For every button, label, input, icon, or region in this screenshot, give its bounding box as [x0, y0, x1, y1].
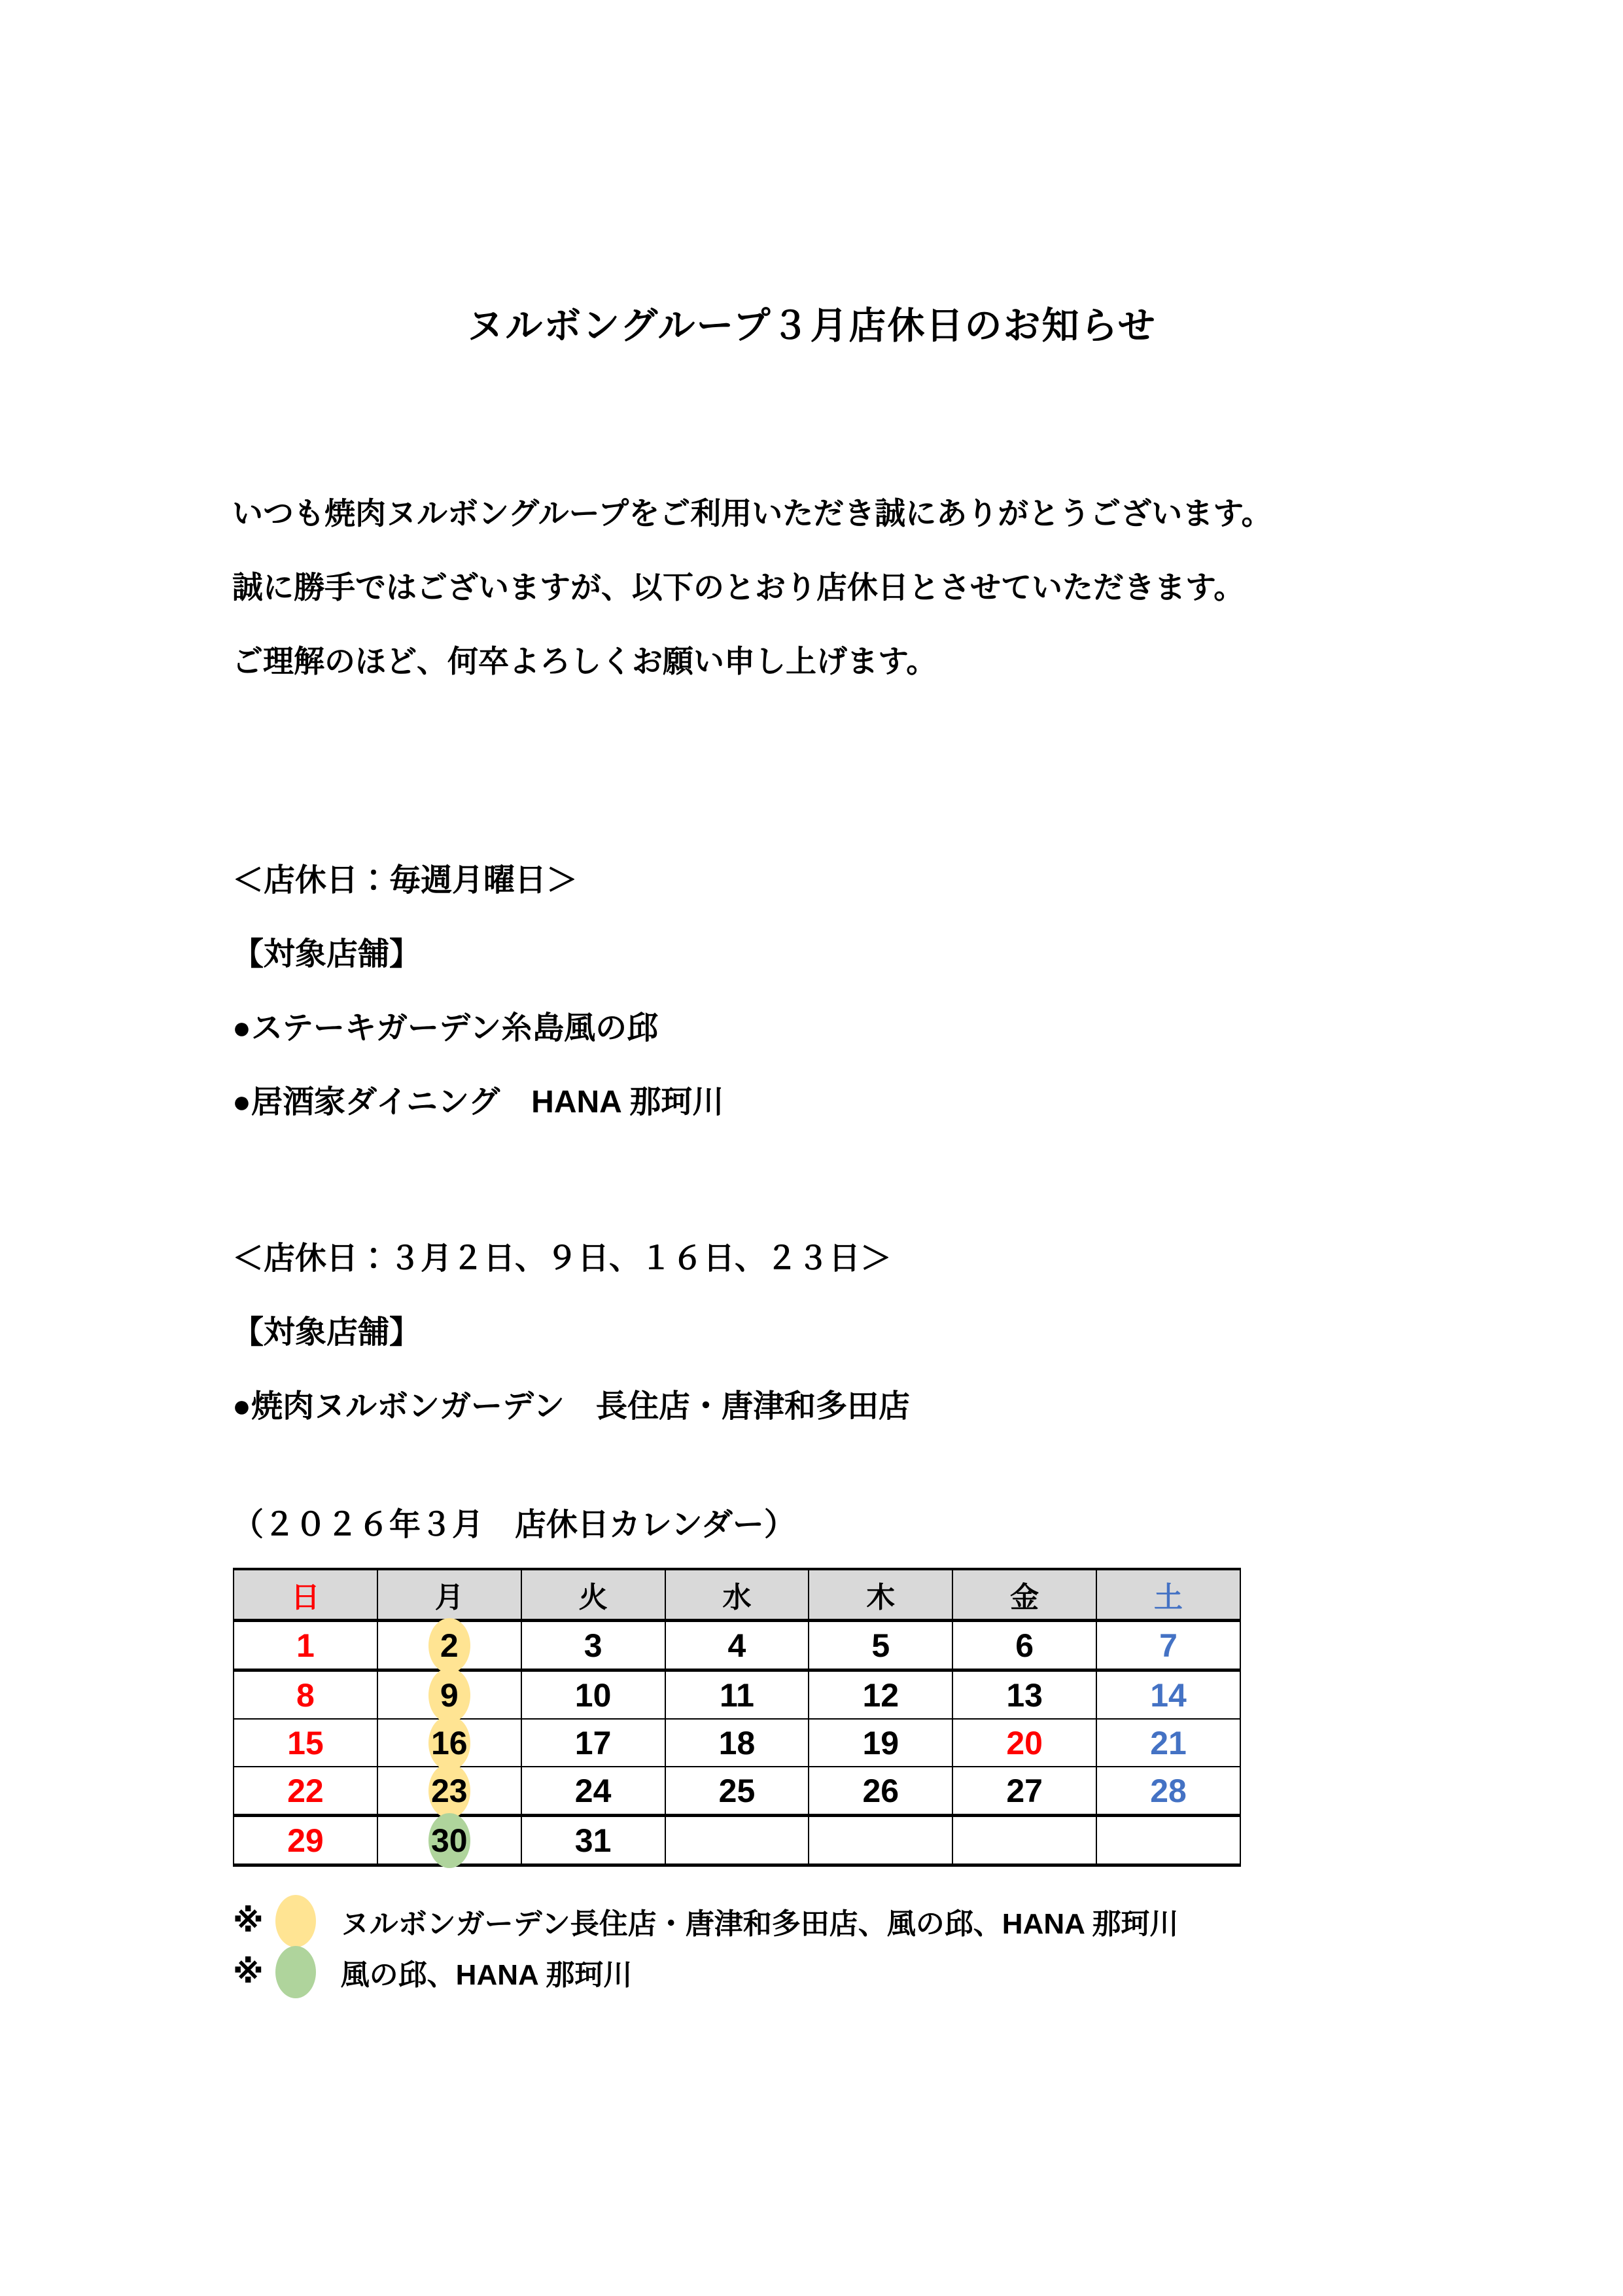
day-number: 25 — [718, 1772, 756, 1809]
day-number: 12 — [862, 1676, 899, 1714]
calendar-weekday-0: 日 — [234, 1569, 377, 1621]
day-number: 28 — [1150, 1772, 1187, 1809]
day-number: 2 — [440, 1627, 459, 1664]
footnote-text: ヌルボンガーデン長住店・唐津和多田店、風の邱、HANA 那珂川 — [340, 1908, 1179, 1940]
calendar-day-28 — [1096, 1767, 1240, 1816]
legend-circle-green — [275, 1946, 316, 1998]
day-number: 9 — [440, 1676, 459, 1714]
day-number: 8 — [296, 1676, 315, 1714]
day-number: 27 — [1006, 1772, 1043, 1809]
calendar-day-20 — [952, 1719, 1096, 1767]
calendar-day-11 — [665, 1670, 809, 1720]
day-number: 24 — [574, 1772, 612, 1809]
day-number: 13 — [1006, 1676, 1043, 1714]
day-number: 26 — [862, 1772, 899, 1809]
calendar-day-4 — [665, 1621, 809, 1670]
calendar-day-7 — [1096, 1621, 1240, 1670]
day-number: 20 — [1006, 1724, 1043, 1761]
calendar-day-8 — [234, 1670, 377, 1720]
day-number: 17 — [574, 1724, 612, 1761]
calendar-day-22 — [234, 1767, 377, 1816]
section-1-target-label: 【対象店舗】 — [232, 937, 421, 972]
day-number: 15 — [287, 1724, 324, 1761]
day-number: 7 — [1159, 1627, 1178, 1664]
section-2-target-label: 【対象店舗】 — [232, 1315, 421, 1350]
calendar-week-3 — [234, 1719, 1240, 1767]
calendar-day-6 — [952, 1621, 1096, 1670]
calendar-day-10 — [521, 1670, 665, 1720]
calendar-day-empty — [809, 1816, 952, 1865]
calendar-week-4 — [234, 1767, 1240, 1816]
calendar-day-18 — [665, 1719, 809, 1767]
day-number: 18 — [718, 1724, 756, 1761]
calendar-day-1 — [234, 1621, 377, 1670]
day-number: 16 — [430, 1724, 468, 1761]
footnote-marker: ※ — [233, 1904, 264, 1939]
day-number: 23 — [430, 1772, 468, 1809]
day-number: 31 — [574, 1822, 612, 1859]
day-number: 1 — [296, 1627, 315, 1664]
footnote-1 — [233, 1895, 1178, 1947]
calendar-day-9 — [377, 1670, 521, 1720]
calendar-weekday-6: 土 — [1096, 1569, 1240, 1621]
day-number: 6 — [1015, 1627, 1034, 1664]
calendar-weekday-5: 金 — [952, 1569, 1096, 1621]
calendar-day-14 — [1096, 1670, 1240, 1720]
day-number: 19 — [862, 1724, 899, 1761]
day-number: 11 — [720, 1676, 754, 1714]
section-2-store-item-1: ●焼肉ヌルボンガーデン 長住店・唐津和多田店 — [232, 1389, 911, 1424]
calendar-day-empty — [952, 1816, 1096, 1865]
calendar-day-30 — [377, 1816, 521, 1865]
day-number: 30 — [430, 1822, 468, 1859]
calendar-day-empty — [665, 1816, 809, 1865]
holiday-calendar-table — [233, 1568, 1241, 1867]
calendar-week-1 — [234, 1621, 1240, 1670]
day-number: 3 — [584, 1627, 602, 1664]
calendar-heading: （２０２６年３月 店休日カレンダー） — [232, 1508, 795, 1542]
page-title: ヌルボングループ３月店休日のお知らせ — [466, 305, 1157, 347]
calendar-day-27 — [952, 1767, 1096, 1816]
calendar-week-5 — [234, 1816, 1240, 1865]
intro-paragraph-2: 誠に勝手ではございますが、以下のとおり店休日とさせていただきます。 — [232, 570, 1245, 605]
intro-paragraph-3: ご理解のほど、何卒よろしくお願い申し上げます。 — [232, 644, 937, 679]
day-number: 5 — [871, 1627, 890, 1664]
day-number: 10 — [574, 1676, 612, 1714]
day-number: 29 — [287, 1822, 324, 1859]
calendar-day-24 — [521, 1767, 665, 1816]
calendar-day-5 — [809, 1621, 952, 1670]
day-number: 22 — [287, 1772, 324, 1809]
calendar-day-12 — [809, 1670, 952, 1720]
calendar-weekday-2: 火 — [521, 1569, 665, 1621]
day-number: 21 — [1150, 1724, 1187, 1761]
calendar-day-17 — [521, 1719, 665, 1767]
intro-paragraph-1: いつも焼肉ヌルボングループをご利用いただき誠にありがとうございます。 — [232, 496, 1272, 531]
calendar-day-21 — [1096, 1719, 1240, 1767]
section-1-store-item-2: ●居酒家ダイニング HANA 那珂川 — [232, 1085, 724, 1120]
calendar-weekday-4: 木 — [809, 1569, 952, 1621]
legend-circle-yellow — [275, 1895, 316, 1947]
calendar-day-16 — [377, 1719, 521, 1767]
calendar-weekday-1: 月 — [377, 1569, 521, 1621]
calendar-day-13 — [952, 1670, 1096, 1720]
day-number: 4 — [727, 1627, 746, 1664]
calendar-day-2 — [377, 1621, 521, 1670]
calendar-day-3 — [521, 1621, 665, 1670]
calendar-weekday-header — [234, 1569, 1240, 1621]
footnote-marker: ※ — [233, 1955, 264, 1990]
section-1-store-item-1: ●ステーキガーデン糸島風の邱 — [232, 1011, 659, 1046]
footnote-text: 風の邱、HANA 那珂川 — [340, 1959, 633, 1991]
calendar-day-31 — [521, 1816, 665, 1865]
calendar-week-2 — [234, 1670, 1240, 1720]
calendar-day-25 — [665, 1767, 809, 1816]
calendar-day-19 — [809, 1719, 952, 1767]
calendar-day-26 — [809, 1767, 952, 1816]
calendar-day-23 — [377, 1767, 521, 1816]
calendar-day-15 — [234, 1719, 377, 1767]
calendar-weekday-3: 水 — [665, 1569, 809, 1621]
calendar-day-empty — [1096, 1816, 1240, 1865]
footnote-2 — [233, 1946, 632, 1998]
day-number: 14 — [1150, 1676, 1187, 1714]
section-1-heading: ＜店休日：毎週月曜日＞ — [232, 863, 578, 898]
section-2-heading: ＜店休日：３月２日、９日、１６日、２３日＞ — [232, 1241, 892, 1276]
calendar-day-29 — [234, 1816, 377, 1865]
